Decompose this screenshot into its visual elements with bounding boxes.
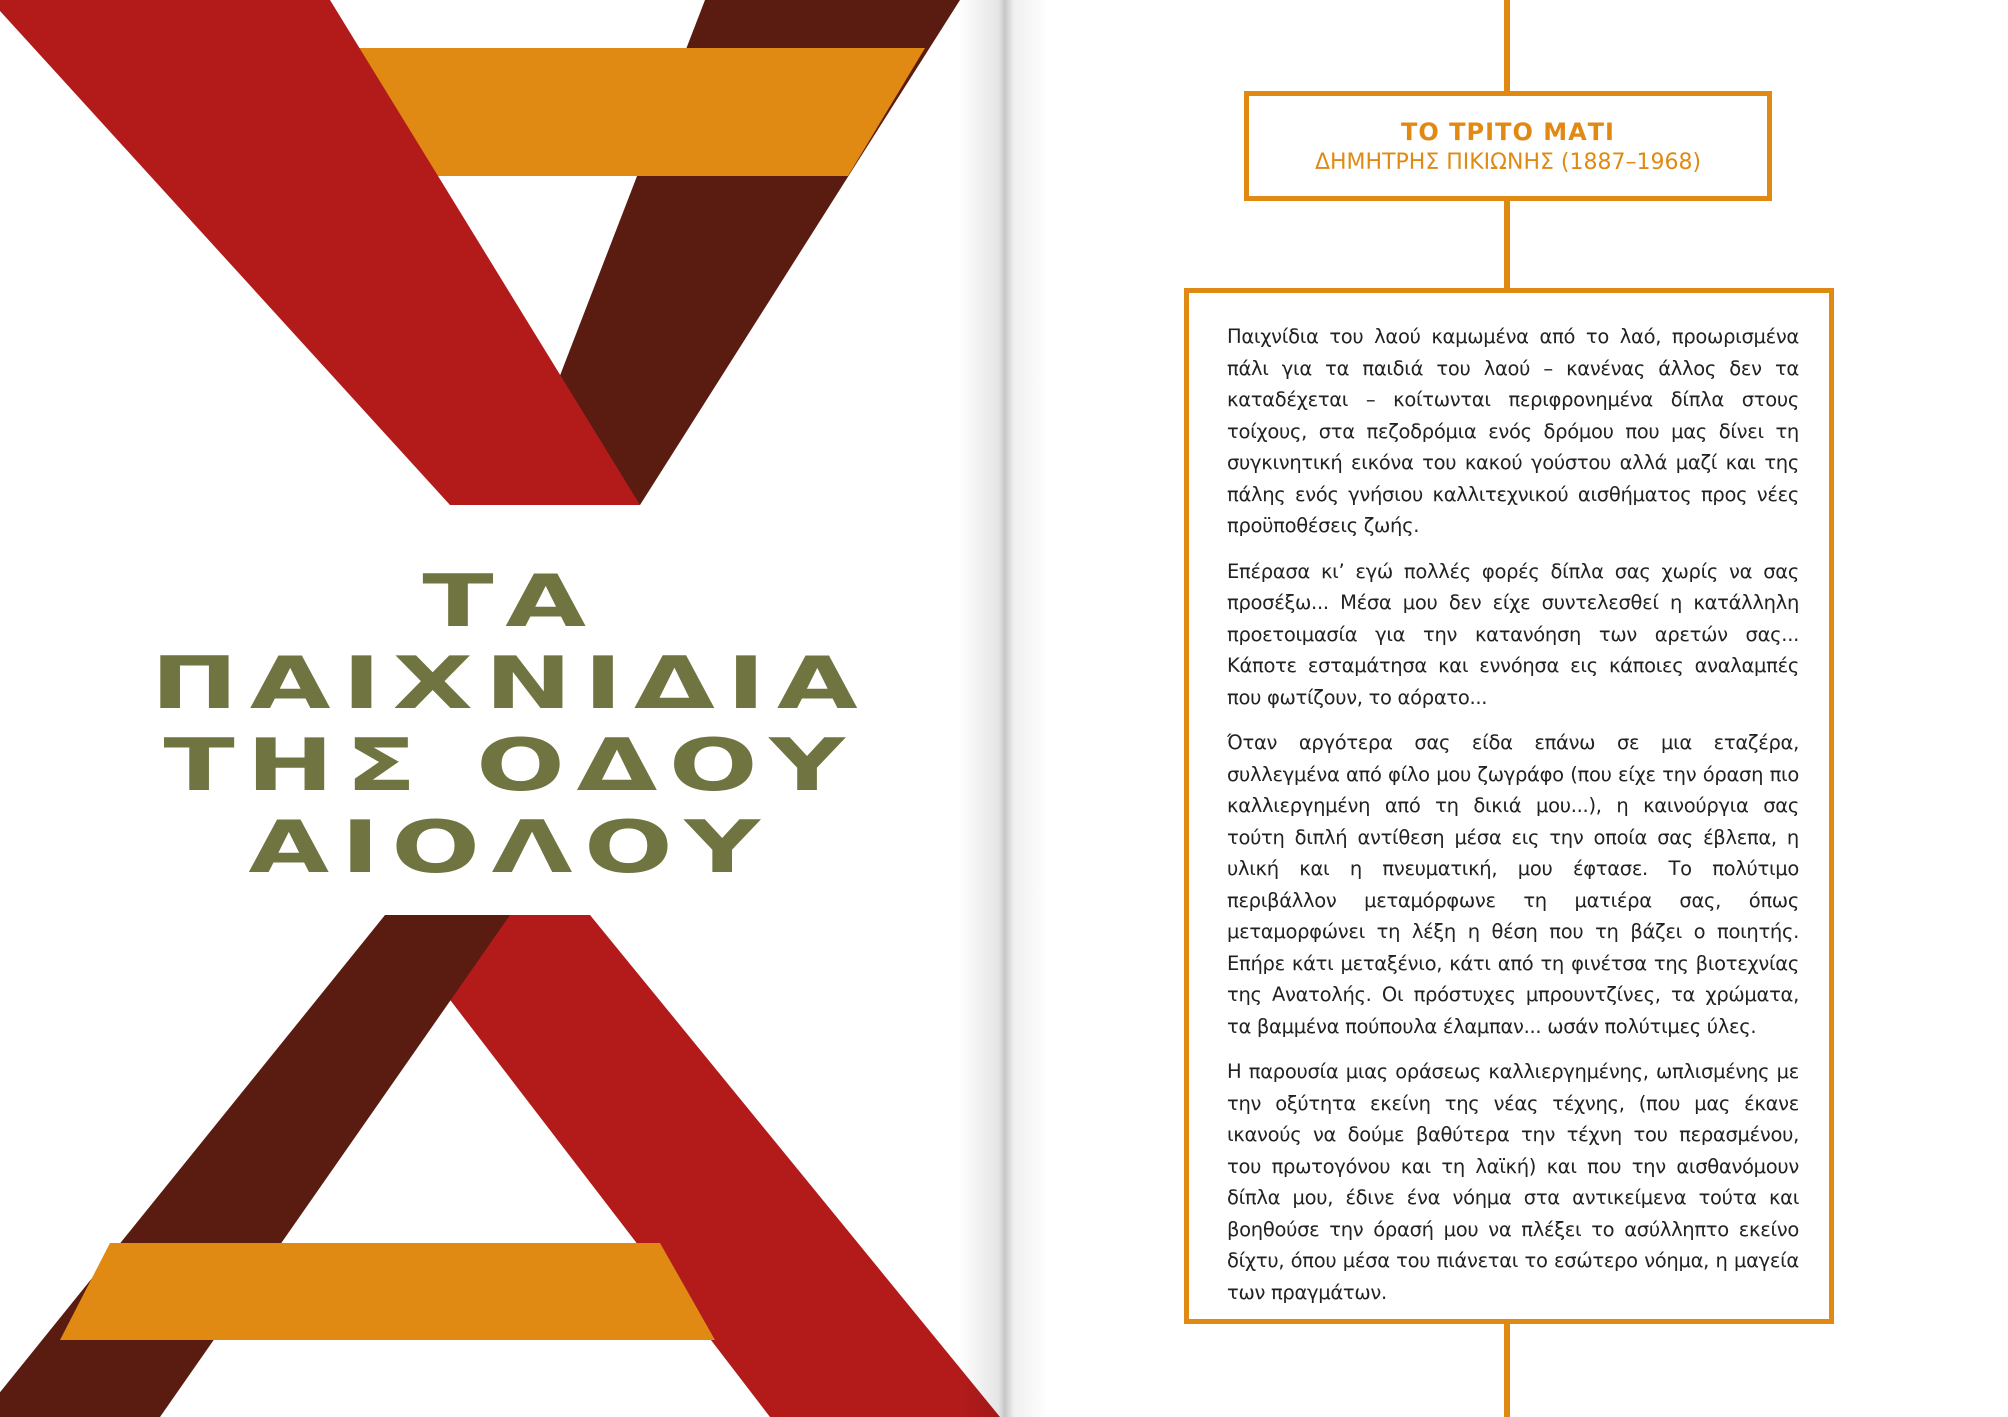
connector-line-bottom <box>1504 1320 1510 1417</box>
connector-line-top <box>1504 0 1510 96</box>
title-line: ΑΙΟΛΟΥ <box>248 805 772 889</box>
page-gutter-shadow <box>958 0 1048 1417</box>
section-subtitle: ΔΗΜΗΤΡΗΣ ΠΙΚΙΩΝΗΣ (1887–1968) <box>1314 149 1702 175</box>
title-line: ΠΑΙΧΝΙΔΙΑ <box>150 641 870 725</box>
bottom-red-ribbon <box>385 915 1000 1417</box>
section-header-box <box>1244 91 1772 201</box>
title-block <box>150 560 870 888</box>
bottom-orange-band <box>60 1243 715 1340</box>
section-title: ΤΟ ΤΡΙΤΟ ΜΑΤΙ <box>1401 117 1615 146</box>
quote-paragraph: Παιχνίδια του λαού καμωμένα από το λαό, προωρισμένα πάλι για τα παιδιά του λαού – κανένας άλλος δεν τα καταδέχεται – κοίτωνται περιφρονημένα δίπλα στους τοίχους, στα πεζοδρόμια ενός δρόμου που μας δίνει τη συγκινητική εικόνα του κακού γούστου αλλά μαζί και της πάλης ενός γνήσιου καλλιτεχνικού αισθήματος προς νέες προϋποθέσεις ζωής. <box>1227 325 1799 537</box>
left-page <box>0 0 1000 1417</box>
quote-text-box <box>1184 288 1834 1324</box>
quote-paragraph: Η παρουσία μιας οράσεως καλλιεργημένης, ωπλισμένης με την οξύτητα εκείνη της νέας τέχνης, (που μας έκανε ικανούς να δούμε βαθύτερα την τέχνη του περασμένου, του πρωτογόνου και τη λαϊκή) και που την αισθανόμουν δίπλα μου, έδινε ένα νόημα στα αντικείμενα τούτα και βοηθούσε την όρασή μου να πλέξει το ασύλληπτο εκείνο δίχτυ, όπου μέσα του πιάνεται το εσώτερο νόημα, η μαγεία των πραγμάτων. <box>1227 1060 1799 1304</box>
bottom-dark-ribbon <box>0 915 510 1417</box>
connector-line-middle <box>1504 196 1510 292</box>
quote-paragraph: Επέρασα κι’ εγώ πολλές φορές δίπλα σας χωρίς να σας προσέξω... Μέσα μου δεν είχε συντελεσθεί η κατάλληλη προετοιμασία για την κατανόηση των αρετών σας... Κάποτε εσταμάτησα και εννόησα εις κάποιες αναλαμπές που φωτίζουν, το αόρατο... <box>1227 559 1799 709</box>
title-line: ΤΗΣ ΟΔΟΥ <box>163 723 857 807</box>
quote-paragraph: Όταν αργότερα σας είδα επάνω σε μια εταζέρα, συλλεγμένα από φίλο μου ζωγράφο (που είχε την όραση πιο καλλιεργημένη από τη δικιά μου...), η καινούργια σας τούτη διπλή αντίθεση μέσα εις την οποία σας έβλεπα, η υλική και η πνευματική, μου έφτασε. Το πολύτιμο περιβάλλον μεταμόρφωνε τη ματιέρα σας, όπως μεταμορφώνει τη λέξη η θέση που τη βάζει ο ποιητής. Επήρε κάτι μεταξένιο, κάτι από τη φινέτσα της βιοτεχνίας της Ανατολής. Οι πρόστυχες μπρουντζίνες, τα χρώματα, τα βαμμένα πούπουλα έλαμπαν... ωσάν πολύτιμες ύλες. <box>1227 731 1799 1038</box>
title-line: ΤΑ <box>422 559 598 643</box>
